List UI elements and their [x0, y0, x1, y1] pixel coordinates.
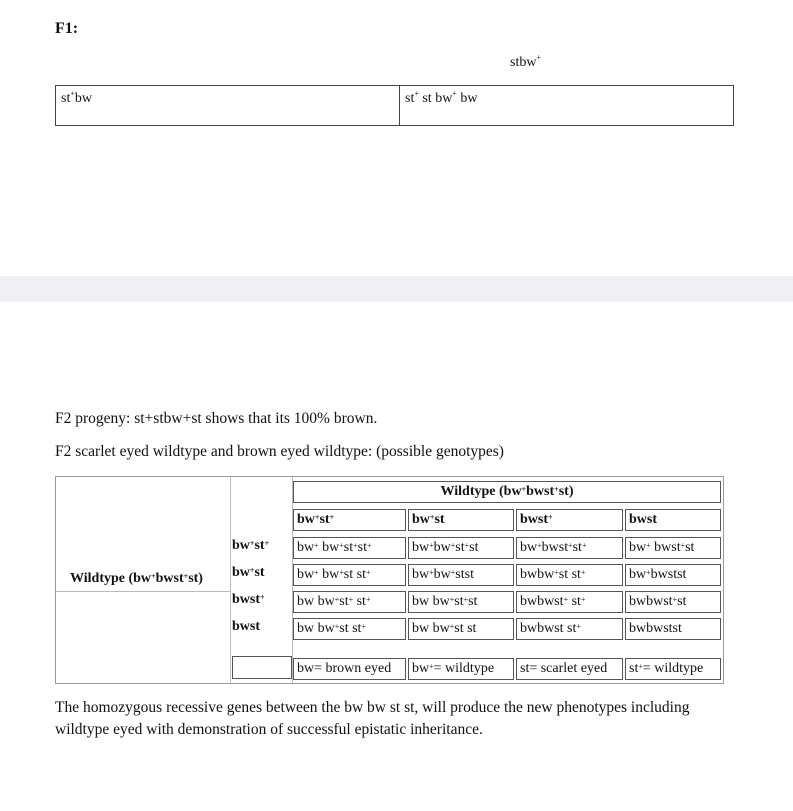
punnett-square: [55, 476, 724, 684]
f2-progeny-text: F2 progeny: st+stbw+st shows that its 100% brown.: [55, 410, 378, 427]
row-gamete-header: bwst: [232, 619, 261, 634]
punnett-side-header: Wildtype (bw+bwst+st): [70, 571, 203, 586]
genotype-cell: bw bw+st st: [408, 618, 514, 640]
genotype-cell: bwbwst st+: [516, 618, 623, 640]
conclusion-text: The homozygous recessive genes between the bw bw st st, will produce the new phenotypes including wildtype eyed with demonstration of successful epistatic inheritance.: [55, 699, 690, 738]
genotype-cell: bw+bwst+st+: [516, 537, 623, 559]
genotype-cell: bw bw+st+ st+: [293, 591, 406, 613]
legend-entry: bw+= wildtype: [408, 658, 514, 680]
legend-spacer: [232, 656, 292, 679]
genotype-cell: bwbwst+ st+: [516, 591, 623, 613]
f1-table: [55, 85, 734, 126]
f2-genotypes-text: F2 scarlet eyed wildtype and brown eyed wildtype: (possible genotypes): [55, 443, 504, 460]
genotype-cell: bwbw+st st+: [516, 564, 623, 586]
genotype-cell: bw+ bw+st+st+: [293, 537, 406, 559]
f1-cell-offspring: st+ st bw+ bw: [400, 86, 734, 126]
legend-entry: st= scarlet eyed: [516, 658, 623, 680]
col-gamete-header: bw+st+: [293, 509, 406, 531]
genotype-cell: bw bw+st st+: [293, 618, 406, 640]
legend-entry: st+= wildtype: [625, 658, 721, 680]
page-divider: [0, 276, 793, 302]
genotype-cell: bw bw+st+st: [408, 591, 514, 613]
col-gamete-header: bwst+: [516, 509, 623, 531]
genotype-cell: bwbwst+st: [625, 591, 721, 613]
punnett-top-header: Wildtype (bw+bwst+st): [293, 481, 721, 503]
f1-gamete-header: stbw+: [510, 53, 541, 70]
f1-heading: F1:: [55, 20, 79, 37]
genotype-cell: bwbwstst: [625, 618, 721, 640]
genotype-cell: bw+ bwst+st: [625, 537, 721, 559]
genotype-cell: bw+ bw+st st+: [293, 564, 406, 586]
genotype-cell: bw+bw+stst: [408, 564, 514, 586]
row-gamete-header: bw+st: [232, 565, 265, 580]
f1-cell-parent: st+bw: [56, 86, 400, 126]
col-gamete-header: bw+st: [408, 509, 514, 531]
col-gamete-header: bwst: [625, 509, 721, 531]
row-gamete-header: bw+st+: [232, 538, 270, 553]
legend-entry: bw= brown eyed: [293, 658, 406, 680]
row-gamete-header: bwst+: [232, 592, 265, 607]
genotype-cell: bw+bwstst: [625, 564, 721, 586]
genotype-cell: bw+bw+st+st: [408, 537, 514, 559]
